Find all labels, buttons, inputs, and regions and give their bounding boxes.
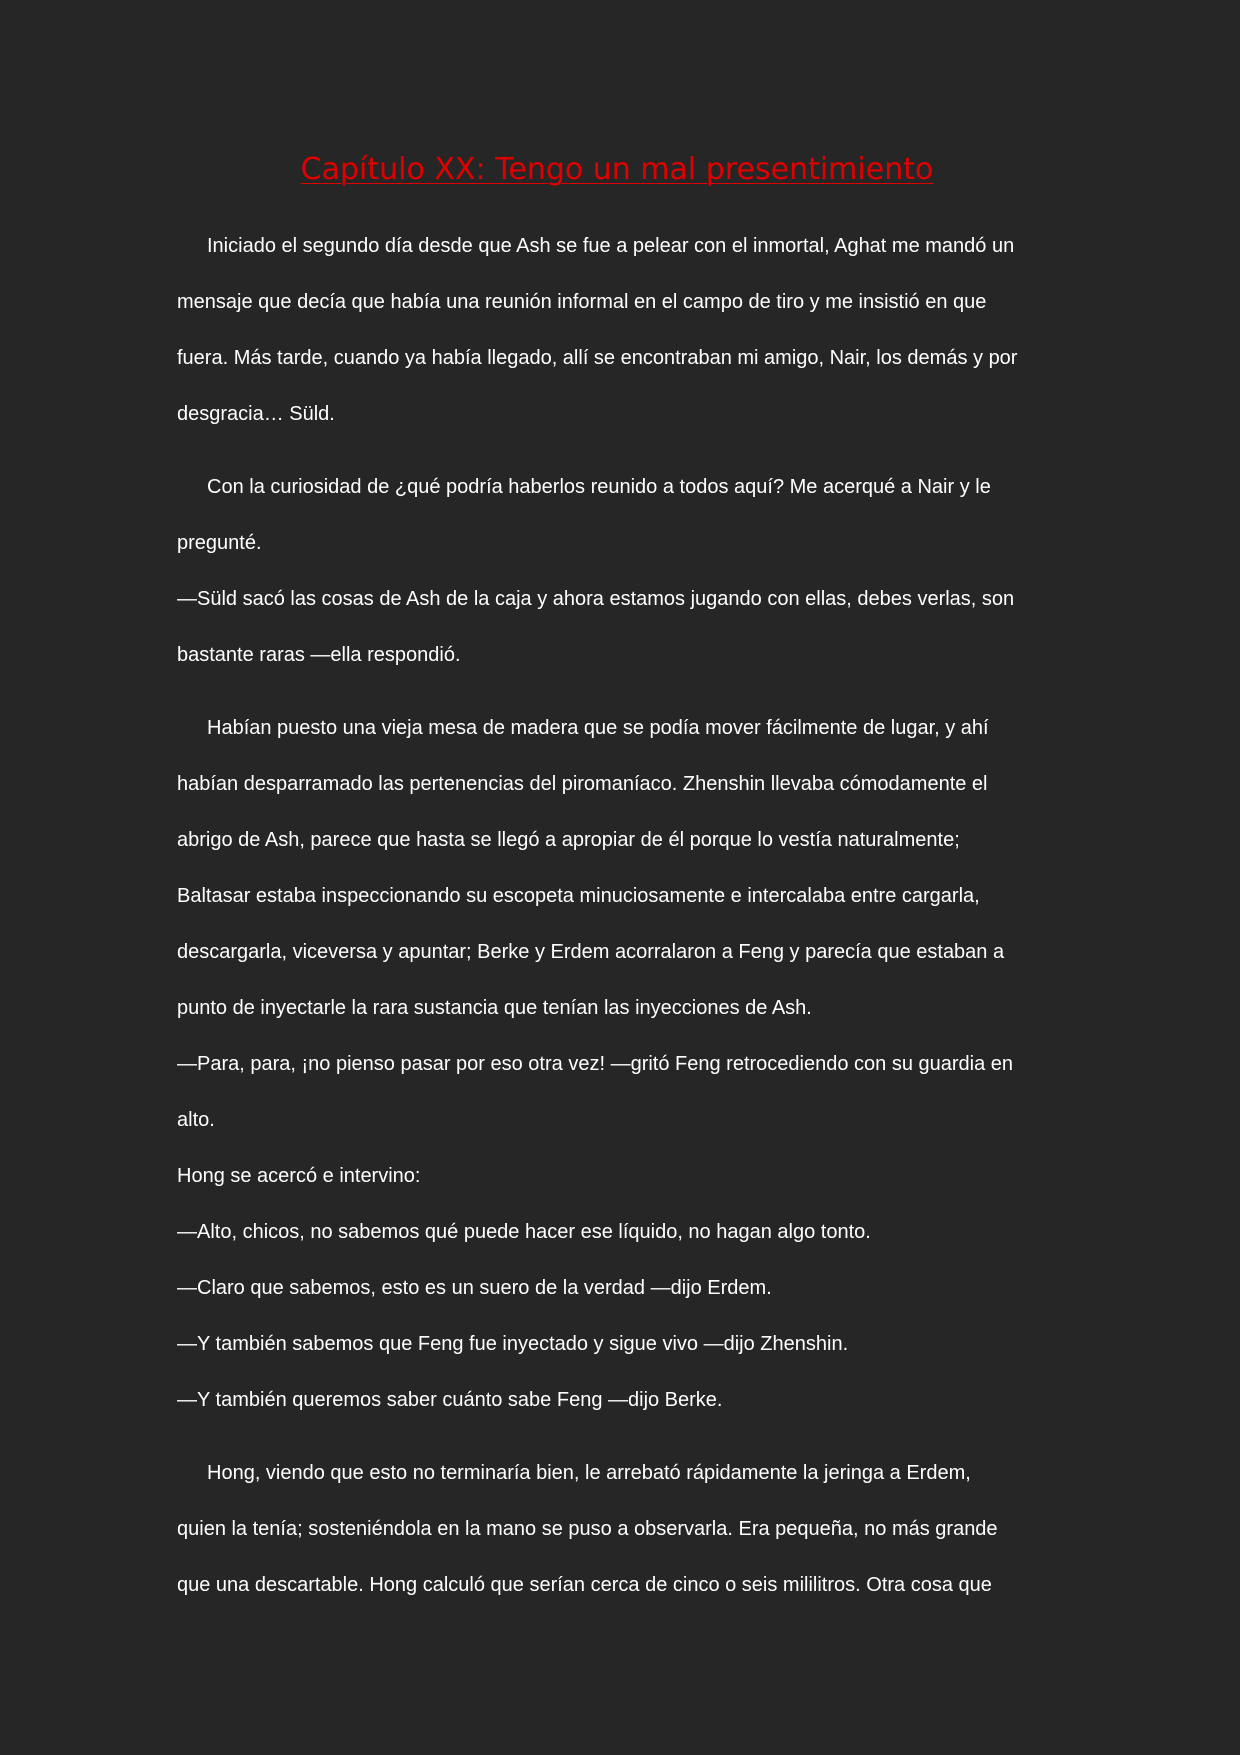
text-line: habían desparramado las pertenencias del piromaníaco. Zhenshin llevaba cómodamente el [177, 773, 988, 795]
text-line: fuera. Más tarde, cuando ya había llegado, allí se encontraban mi amigo, Nair, los demás y por [177, 347, 1018, 369]
text-line: Hong se acercó e intervino: [177, 1165, 421, 1187]
text-line: —Alto, chicos, no sabemos qué puede hacer ese líquido, no hagan algo tonto. [177, 1221, 871, 1243]
paragraph-1 [177, 218, 1057, 442]
chapter-title: Capítulo XX: Tengo un mal presentimiento [300, 152, 934, 187]
text-line: —Y también queremos saber cuánto sabe Feng —dijo Berke. [177, 1389, 723, 1411]
text-line: Habían puesto una vieja mesa de madera que se podía mover fácilmente de lugar, y ahí [207, 717, 989, 739]
text-line: quien la tenía; sosteniéndola en la mano se puso a observarla. Era pequeña, no más grande [177, 1518, 998, 1540]
text-line: bastante raras —ella respondió. [177, 644, 461, 666]
text-line: —Y también sabemos que Feng fue inyectado y sigue vivo —dijo Zhenshin. [177, 1333, 849, 1355]
text-line: Baltasar estaba inspeccionando su escopeta minuciosamente e intercalaba entre cargarla, [177, 885, 980, 907]
text-line: Con la curiosidad de ¿qué podría haberlos reunido a todos aquí? Me acerqué a Nair y le [207, 476, 991, 498]
text-line: punto de inyectarle la rara sustancia que tenían las inyecciones de Ash. [177, 997, 812, 1019]
paragraph-3 [177, 700, 1057, 1428]
text-line: Iniciado el segundo día desde que Ash se fue a pelear con el inmortal, Aghat me mandó un [207, 235, 1015, 257]
document-page [177, 148, 1057, 1613]
paragraph-2 [177, 459, 1057, 683]
text-line: —Claro que sabemos, esto es un suero de la verdad —dijo Erdem. [177, 1277, 772, 1299]
text-line: pregunté. [177, 532, 262, 554]
text-line: mensaje que decía que había una reunión informal en el campo de tiro y me insistió en que [177, 291, 987, 313]
text-line: descargarla, viceversa y apuntar; Berke y Erdem acorralaron a Feng y parecía que estaban a [177, 941, 1005, 963]
text-line: abrigo de Ash, parece que hasta se llegó a apropiar de él porque lo vestía naturalmente; [177, 829, 960, 851]
text-line: Hong, viendo que esto no terminaría bien, le arrebató rápidamente la jeringa a Erdem, [207, 1462, 971, 1484]
text-line: que una descartable. Hong calculó que serían cerca de cinco o seis mililitros. Otra cosa que [177, 1574, 992, 1596]
paragraph-4 [177, 1445, 1057, 1613]
text-line: alto. [177, 1109, 215, 1131]
text-line: desgracia… Süld. [177, 403, 335, 425]
text-line: —Para, para, ¡no pienso pasar por eso otra vez! —gritó Feng retrocediendo con su guardia en [177, 1053, 1014, 1075]
text-line: —Süld sacó las cosas de Ash de la caja y ahora estamos jugando con ellas, debes verlas, son [177, 588, 1015, 610]
